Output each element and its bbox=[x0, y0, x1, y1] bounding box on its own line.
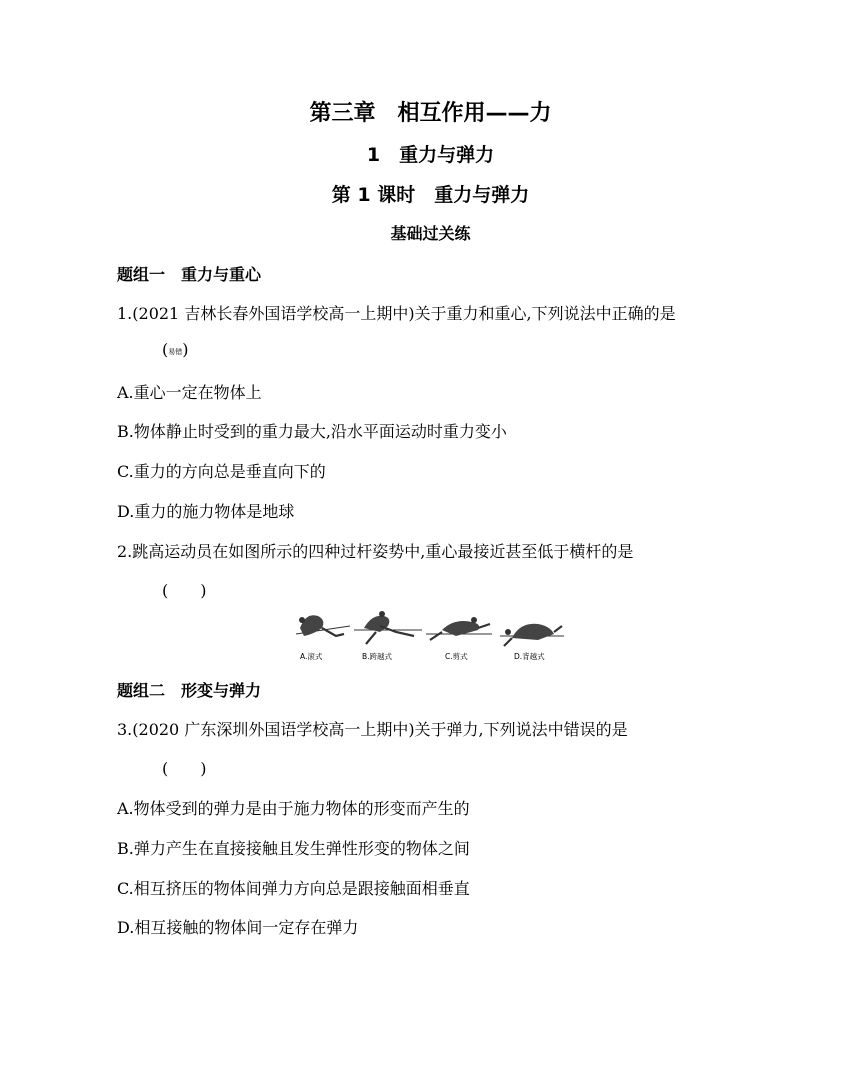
q2-stem: 2.跳高运动员在如图所示的四种过杆姿势中,重心最接近甚至低于横杆的是 bbox=[117, 542, 634, 561]
q3-option-a: A.物体受到的弹力是由于施力物体的形变而产生的 bbox=[117, 799, 470, 818]
caption-a: A.滚式 bbox=[300, 652, 323, 661]
fosbury-flop-jumper-illustration bbox=[500, 624, 564, 646]
caption-b: B.跨越式 bbox=[362, 652, 393, 661]
q1-option-c: C.重力的方向总是垂直向下的 bbox=[117, 462, 326, 481]
q3-option-c: C.相互挤压的物体间弹力方向总是跟接触面相垂直 bbox=[117, 879, 470, 898]
q1-option-d: D.重力的施力物体是地球 bbox=[117, 502, 295, 521]
scissors-style-jumper-illustration bbox=[426, 617, 492, 640]
roll-style-jumper-illustration bbox=[296, 615, 350, 636]
q1-stem: 1.(2021 吉林长春外国语学校高一上期中)关于重力和重心,下列说法中正确的是 bbox=[117, 304, 676, 323]
group-2-title: 题组二 形变与弹力 bbox=[117, 681, 262, 700]
q1-answer-blank bbox=[162, 340, 189, 359]
q2-answer-blank: ( ) bbox=[162, 581, 207, 600]
q3-option-d: D.相互接触的物体间一定存在弹力 bbox=[117, 918, 359, 937]
q1-paren-close: ) bbox=[182, 340, 189, 359]
chapter-title: 第三章 相互作用——力 bbox=[309, 101, 552, 126]
section-title: 1 重力与弹力 bbox=[366, 144, 495, 166]
q3-answer-blank: ( ) bbox=[162, 759, 207, 778]
high-jump-postures-figure bbox=[292, 606, 568, 664]
caption-c: C.剪式 bbox=[445, 652, 468, 661]
practice-title: 基础过关练 bbox=[390, 224, 471, 243]
caption-d: D.背越式 bbox=[514, 652, 545, 661]
q1-option-b: B.物体静止时受到的重力最大,沿水平面运动时重力变小 bbox=[117, 422, 507, 441]
q1-option-a: A.重心一定在物体上 bbox=[117, 383, 262, 402]
q1-paren-open: ( bbox=[162, 340, 169, 359]
q3-option-b: B.弹力产生在直接接触且发生弹性形变的物体之间 bbox=[117, 839, 470, 858]
lesson-title: 第 1 课时 重力与弹力 bbox=[331, 184, 530, 206]
q1-error-prone-tag: 易错 bbox=[168, 348, 183, 356]
straddle-style-jumper-illustration bbox=[354, 611, 422, 644]
group-1-title: 题组一 重力与重心 bbox=[117, 265, 262, 284]
q3-stem: 3.(2020 广东深圳外国语学校高一上期中)关于弹力,下列说法中错误的是 bbox=[117, 720, 628, 739]
